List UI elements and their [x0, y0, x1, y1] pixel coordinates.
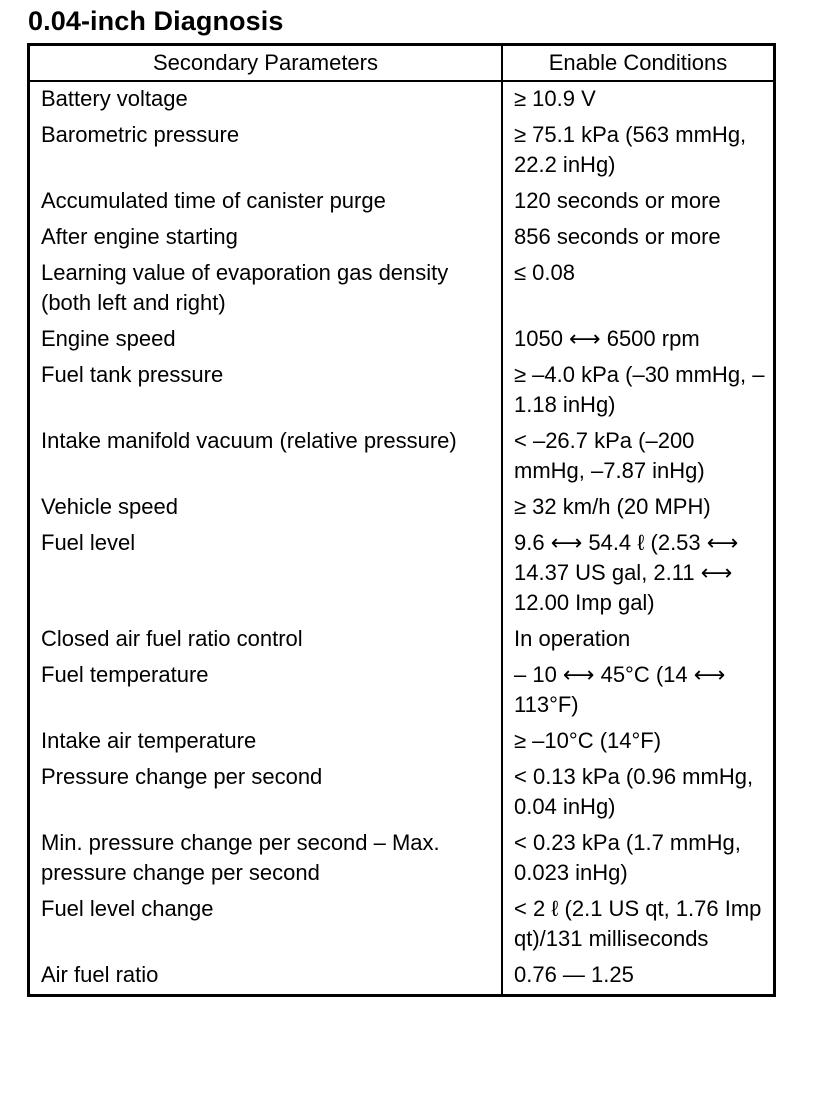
table-row — [29, 424, 775, 490]
condition-cell: < –26.7 kPa (–200 mmHg, –7.87 inHg) — [514, 428, 705, 483]
table-row — [29, 322, 775, 358]
parameter-cell: Barometric pressure — [29, 118, 503, 184]
condition-cell: ≥ 10.9 V — [514, 86, 596, 111]
parameter-cell: Intake manifold vacuum (relative pressure) — [29, 424, 503, 490]
parameter-cell: Battery voltage — [29, 81, 503, 118]
table-row — [29, 256, 775, 322]
condition-cell: < 2 ℓ (2.1 US qt, 1.76 Imp qt)/131 milliseconds — [514, 896, 762, 951]
table-row — [29, 490, 775, 526]
parameter-cell: After engine starting — [29, 220, 503, 256]
page-title: 0.04-inch Diagnosis — [28, 6, 284, 36]
table-row — [29, 658, 775, 724]
column-header-enable-conditions: Enable Conditions — [502, 45, 775, 82]
parameter-cell: Fuel temperature — [29, 658, 503, 724]
table-row — [29, 892, 775, 958]
table-row — [29, 220, 775, 256]
parameter-cell: Closed air fuel ratio control — [29, 622, 503, 658]
table-row — [29, 958, 775, 996]
table-row — [29, 622, 775, 658]
condition-cell: ≥ 75.1 kPa (563 mmHg, 22.2 inHg) — [514, 122, 747, 177]
parameter-cell: Vehicle speed — [29, 490, 503, 526]
table-row — [29, 760, 775, 826]
table-row — [29, 826, 775, 892]
enable-conditions-table — [27, 43, 776, 997]
table-row — [29, 118, 775, 184]
table-header-row — [29, 45, 775, 82]
table-row — [29, 724, 775, 760]
column-header-secondary-parameters: Secondary Parameters — [29, 45, 503, 82]
parameter-cell: Min. pressure change per second – Max. pressure change per second — [29, 826, 503, 892]
condition-cell: ≥ –4.0 kPa (–30 mmHg, –1.18 inHg) — [514, 362, 765, 417]
parameter-cell: Engine speed — [29, 322, 503, 358]
condition-cell: In operation — [514, 626, 631, 651]
table-row — [29, 358, 775, 424]
parameter-cell: Air fuel ratio — [29, 958, 503, 996]
condition-cell: ≥ 32 km/h (20 MPH) — [514, 494, 711, 519]
parameter-cell: Accumulated time of canister purge — [29, 184, 503, 220]
parameter-cell: Fuel tank pressure — [29, 358, 503, 424]
condition-cell: ≥ –10°C (14°F) — [514, 728, 662, 753]
condition-cell: ≤ 0.08 — [514, 260, 576, 285]
condition-cell: < 0.23 kPa (1.7 mmHg, 0.023 inHg) — [514, 830, 741, 885]
table-row — [29, 184, 775, 220]
condition-cell: 9.6 ⟷ 54.4 ℓ (2.53 ⟷ 14.37 US gal, 2.11 ⟷ 12.00 Imp gal) — [514, 530, 739, 615]
parameter-cell: Pressure change per second — [29, 760, 503, 826]
parameter-cell: Learning value of evaporation gas density (both left and right) — [29, 256, 503, 322]
condition-cell: 120 seconds or more — [514, 188, 721, 213]
parameter-cell: Fuel level change — [29, 892, 503, 958]
condition-cell: < 0.13 kPa (0.96 mmHg, 0.04 inHg) — [514, 764, 754, 819]
condition-cell: 1050 ⟷ 6500 rpm — [514, 326, 700, 351]
condition-cell: 0.76 — 1.25 — [514, 962, 634, 987]
table-row — [29, 526, 775, 622]
parameter-cell: Intake air temperature — [29, 724, 503, 760]
parameter-cell: Fuel level — [29, 526, 503, 622]
table-row — [29, 81, 775, 118]
condition-cell: – 10 ⟷ 45°C (14 ⟷ 113°F) — [514, 662, 726, 717]
condition-cell: 856 seconds or more — [514, 224, 721, 249]
